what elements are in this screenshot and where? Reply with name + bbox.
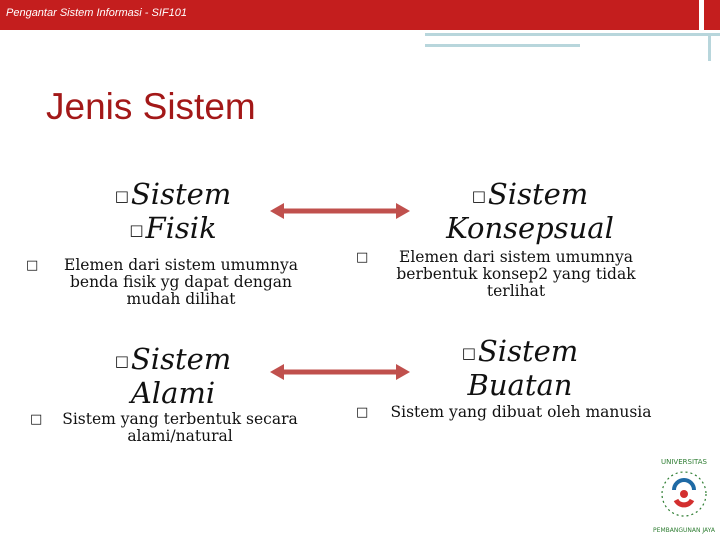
accent-line-vertical — [708, 33, 711, 61]
checkbox-icon: □ — [471, 187, 486, 205]
slide-title: Jenis Sistem — [46, 86, 256, 127]
desc-sistem-konsepsual: □ Elemen dari sistem umumnya berbentuk konsep2 yang tidak terlihat — [356, 248, 636, 300]
double-arrow-icon-top — [270, 200, 410, 222]
bullet-icon: □ — [26, 258, 39, 273]
heading-sistem-buatan: □Sistem Buatan — [461, 334, 579, 402]
checkbox-icon: □ — [114, 187, 129, 205]
bullet-icon: □ — [356, 250, 369, 265]
desc-sistem-alami: □ Sistem yang terbentuk secara alami/natural — [30, 410, 298, 445]
checkbox-icon: □ — [129, 221, 144, 239]
bullet-icon: □ — [30, 412, 43, 427]
bullet-icon: □ — [356, 405, 369, 420]
heading-sistem-fisik: □Sistem □Fisik — [114, 177, 232, 245]
desc-sistem-buatan: □ Sistem yang dibuat oleh manusia — [356, 403, 652, 421]
double-arrow-icon-bottom — [270, 361, 410, 383]
course-title: Pengantar Sistem Informasi - SIF101 — [6, 7, 187, 19]
svg-text:PEMBANGUNAN JAYA: PEMBANGUNAN JAYA — [653, 527, 715, 534]
header-divider — [699, 0, 704, 30]
accent-line-top — [425, 33, 720, 36]
svg-text:UNIVERSITAS: UNIVERSITAS — [661, 458, 707, 466]
heading-sistem-konsepsual: □Sistem Konsepsual — [446, 177, 614, 245]
header-end-block — [706, 0, 720, 30]
university-logo — [640, 450, 720, 540]
accent-line-short — [425, 44, 580, 47]
checkbox-icon: □ — [114, 352, 129, 370]
checkbox-icon: □ — [461, 344, 476, 362]
desc-sistem-fisik: □ Elemen dari sistem umumnya benda fisik yg dapat dengan mudah dilihat — [26, 256, 298, 308]
header-bar — [0, 0, 720, 30]
heading-sistem-alami: □Sistem Alami — [114, 342, 232, 410]
